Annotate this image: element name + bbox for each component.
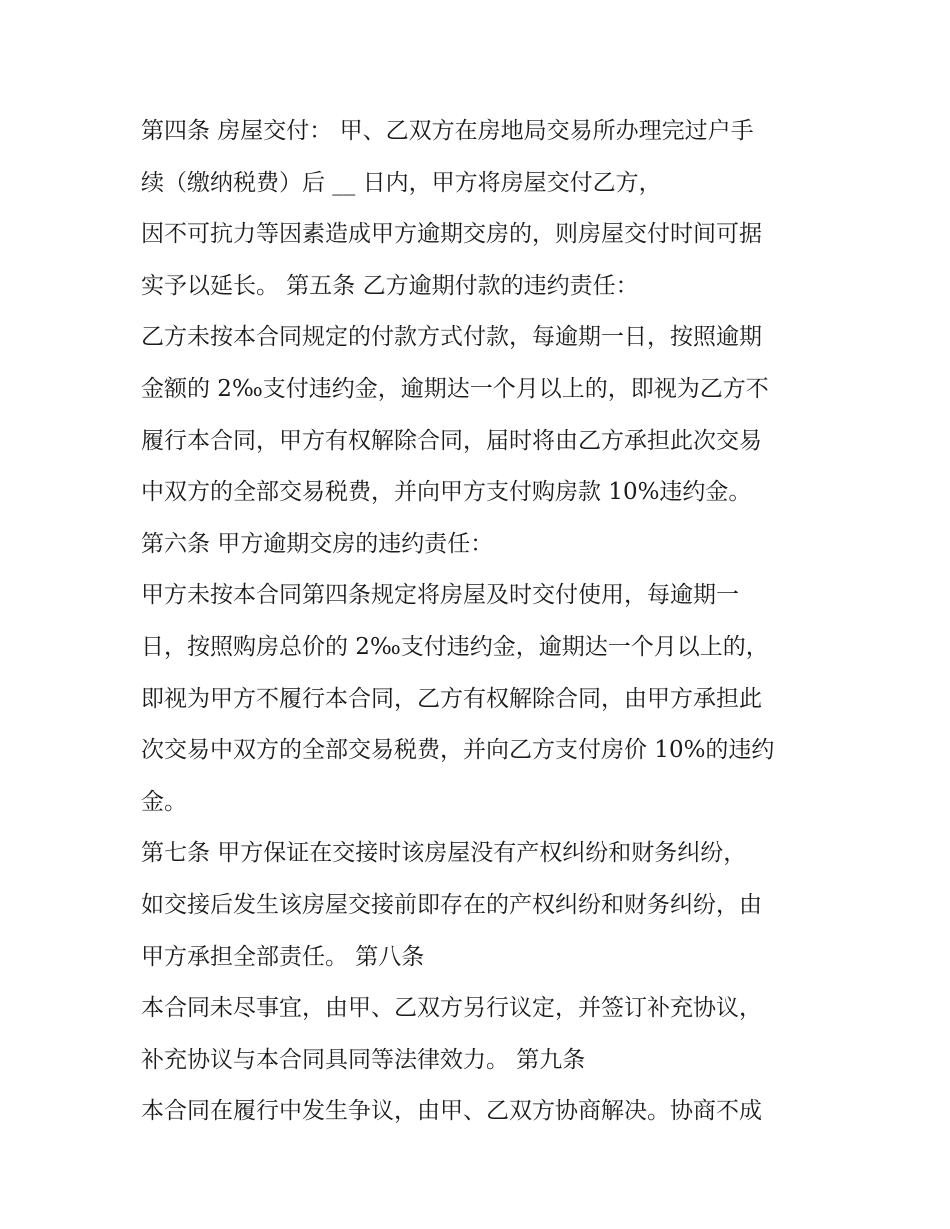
text-line: 续（缴纳税费）后 __ 日内，甲方将房屋交付乙方， [141,169,662,196]
document-body [141,106,821,1138]
text-line: 日，按照购房总价的 2‰支付违约金，逾期达一个月以上的， [141,633,769,660]
text-line: 履行本合同，甲方有权解除合同，届时将由乙方承担此次交易 [141,427,762,454]
text-line: 因不可抗力等因素造成甲方逾期交房的，则房屋交付时间可据 [141,221,762,248]
text-line: 第七条 甲方保证在交接时该房屋没有产权纠纷和财务纠纷， [141,840,747,867]
text-line: 实予以延长。 第五条 乙方逾期付款的违约责任： [141,272,639,299]
text-line: 第六条 甲方逾期交房的违约责任： [141,530,494,557]
text-line: 金额的 2‰支付违约金，逾期达一个月以上的，即视为乙方不 [141,375,769,402]
text-line: 金。 [141,788,187,815]
text-line: 第四条 房屋交付： 甲、乙双方在房地局交易所办理完过户手 [141,118,754,144]
text-line: 本合同未尽事宜，由甲、乙双方另行议定，并签订补充协议， [141,995,762,1022]
text-line: 中双方的全部交易税费，并向甲方支付购房款 10%违约金。 [141,479,752,506]
text-line: 即视为甲方不履行本合同，乙方有权解除合同，由甲方承担此 [141,685,762,712]
text-line: 甲方承担全部责任。 第八条 [141,943,425,970]
text-line: 甲方未按本合同第四条规定将房屋及时交付使用，每逾期一 [141,582,739,609]
text-line: 乙方未按本合同规定的付款方式付款，每逾期一日，按照逾期 [141,324,762,351]
text-line: 如交接后发生该房屋交接前即存在的产权纠纷和财务纠纷，由 [141,891,762,918]
text-line: 补充协议与本合同具同等法律效力。 第九条 [141,1046,586,1073]
text-line: 本合同在履行中发生争议，由甲、乙双方协商解决。协商不成 [141,1098,762,1125]
text-line: 次交易中双方的全部交易税费，并向乙方支付房价 10%的违约 [141,737,775,764]
